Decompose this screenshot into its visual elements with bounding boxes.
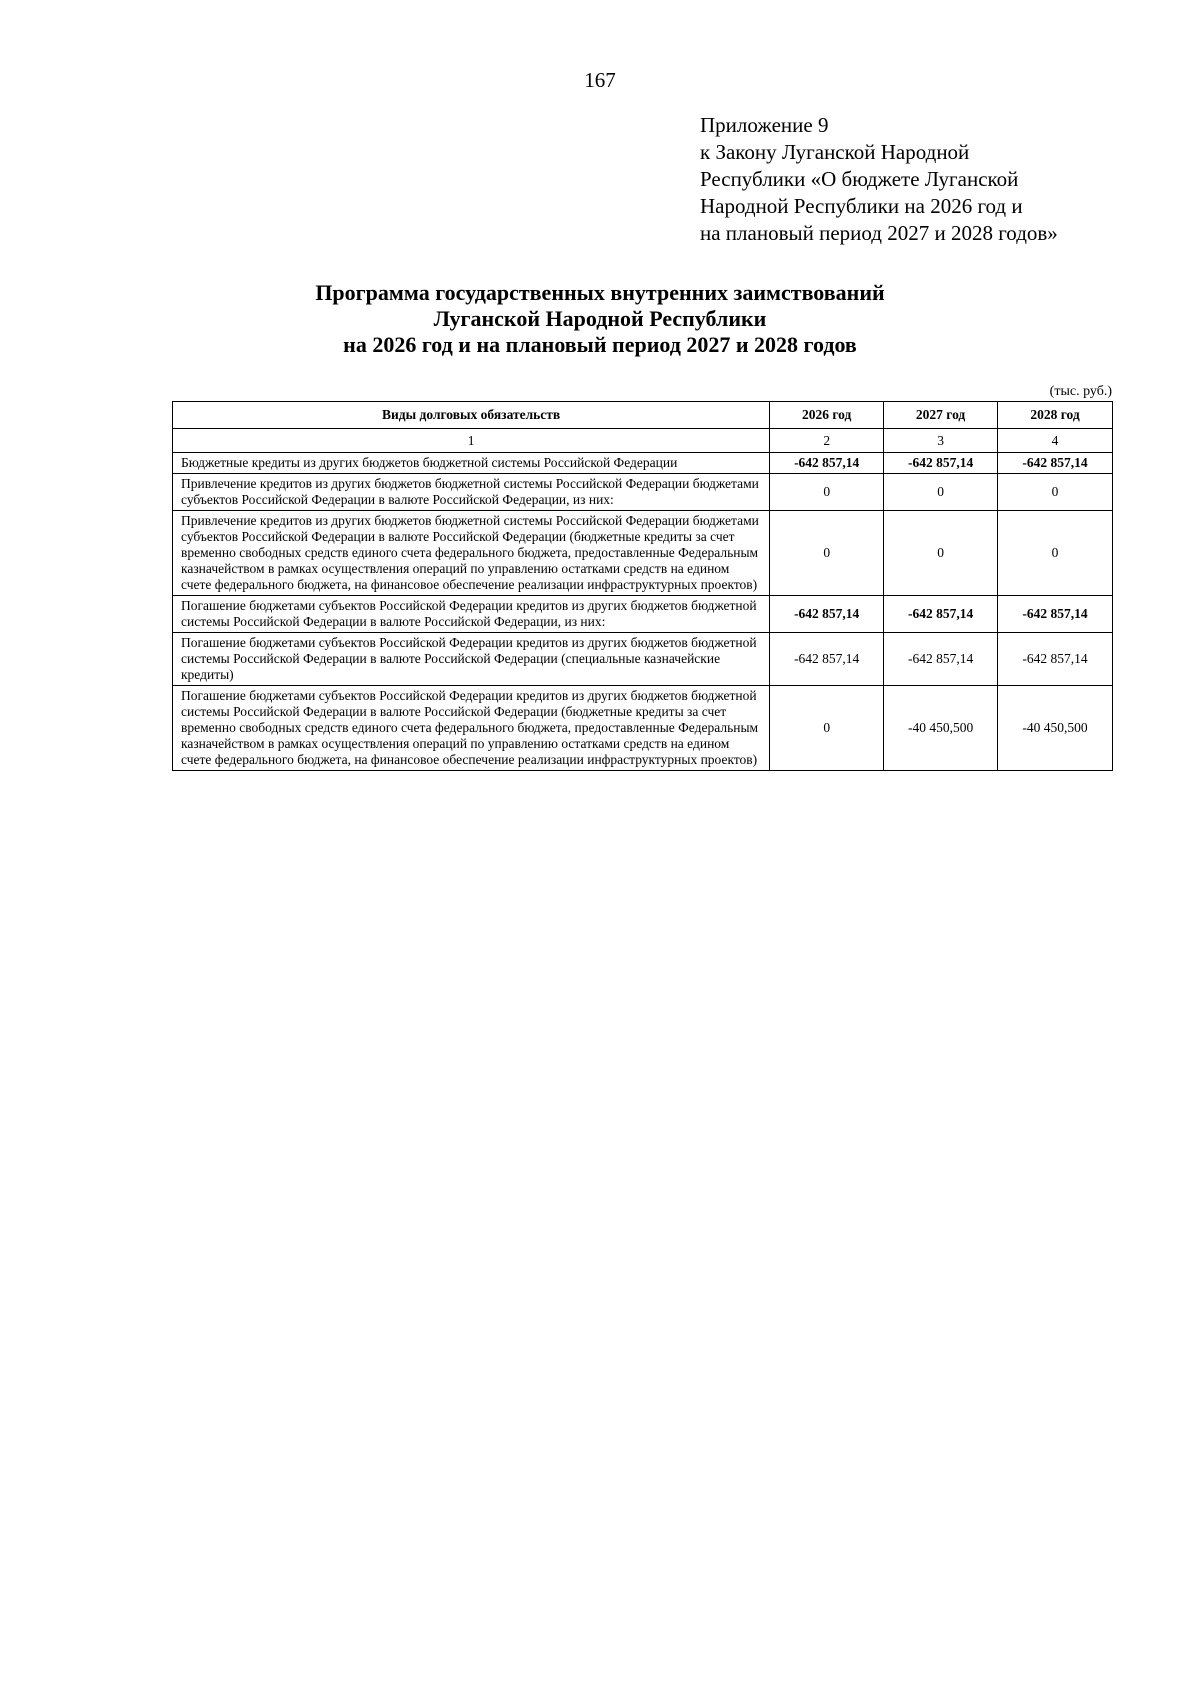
column-number: 3 — [884, 429, 998, 453]
column-number: 2 — [770, 429, 884, 453]
row-value: -642 857,14 — [998, 633, 1113, 686]
row-value: 0 — [770, 474, 884, 511]
appendix-line: Приложение 9 — [700, 113, 829, 137]
row-label: Привлечение кредитов из других бюджетов бюджетной системы Российской Федерации бюджетами субъектов Российской Федерации в валюте Российской Федерации (бюджетные кредиты за счет временно свободных средств единого счета федерального бюджета, предоставленные Федеральным казначейством в рамках осуществления операций по управлению остатками средств на едином счете федерального бюджета, на финансовое обеспечение реализации инфраструктурных проектов) — [173, 511, 770, 596]
row-label: Погашение бюджетами субъектов Российской Федерации кредитов из других бюджетов бюджетной системы Российской Федерации в валюте Российской Федерации (специальные казначейские кредиты) — [173, 633, 770, 686]
title-line: на 2026 год и на плановый период 2027 и 2028 годов — [343, 332, 857, 357]
row-label: Бюджетные кредиты из других бюджетов бюджетной системы Российской Федерации — [173, 453, 770, 474]
row-value: -642 857,14 — [998, 453, 1113, 474]
row-value: 0 — [998, 511, 1113, 596]
row-value: -642 857,14 — [770, 453, 884, 474]
title-line: Луганской Народной Республики — [433, 306, 767, 331]
row-value: -642 857,14 — [884, 633, 998, 686]
appendix-line: Республики «О бюджете Луганской — [700, 167, 1019, 191]
appendix-note — [700, 112, 1160, 247]
column-number: 1 — [173, 429, 770, 453]
row-label: Погашение бюджетами субъектов Российской Федерации кредитов из других бюджетов бюджетной системы Российской Федерации в валюте Российской Федерации, из них: — [173, 596, 770, 633]
page-number: 167 — [584, 68, 616, 92]
table-row — [173, 686, 1113, 771]
column-number-row — [173, 429, 1113, 453]
title-line: Программа государственных внутренних заимствований — [315, 280, 885, 305]
table-row — [173, 453, 1113, 474]
table-body — [173, 453, 1113, 771]
row-value: -642 857,14 — [884, 453, 998, 474]
row-value: -642 857,14 — [884, 596, 998, 633]
table-row — [173, 596, 1113, 633]
units-note: (тыс. руб.) — [1049, 384, 1112, 399]
table-row — [173, 633, 1113, 686]
row-value: -40 450,500 — [998, 686, 1113, 771]
column-header: 2027 год — [884, 402, 998, 429]
column-header: Виды долговых обязательств — [173, 402, 770, 429]
row-value: 0 — [884, 511, 998, 596]
row-label: Привлечение кредитов из других бюджетов бюджетной системы Российской Федерации бюджетами субъектов Российской Федерации в валюте Российской Федерации, из них: — [173, 474, 770, 511]
row-label: Погашение бюджетами субъектов Российской Федерации кредитов из других бюджетов бюджетной системы Российской Федерации в валюте Российской Федерации (бюджетные кредиты за счет временно свободных средств единого счета федерального бюджета, предоставленные Федеральным казначейством в рамках осуществления операций по управлению остатками средств на едином счете федерального бюджета, на финансовое обеспечение реализации инфраструктурных проектов) — [173, 686, 770, 771]
appendix-line: Народной Республики на 2026 год и — [700, 194, 1023, 218]
row-value: -642 857,14 — [770, 633, 884, 686]
row-value: 0 — [998, 474, 1113, 511]
document-title — [0, 280, 1200, 358]
row-value: 0 — [770, 686, 884, 771]
column-number: 4 — [998, 429, 1113, 453]
appendix-line: на плановый период 2027 и 2028 годов» — [700, 221, 1058, 245]
row-value: -642 857,14 — [770, 596, 884, 633]
appendix-line: к Закону Луганской Народной — [700, 140, 970, 164]
row-value: 0 — [884, 474, 998, 511]
table-header-row — [173, 402, 1113, 429]
column-header: 2026 год — [770, 402, 884, 429]
row-value: -642 857,14 — [998, 596, 1113, 633]
table-row — [173, 474, 1113, 511]
row-value: 0 — [770, 511, 884, 596]
borrowing-table — [172, 401, 1113, 771]
column-header: 2028 год — [998, 402, 1113, 429]
table-row — [173, 511, 1113, 596]
row-value: -40 450,500 — [884, 686, 998, 771]
